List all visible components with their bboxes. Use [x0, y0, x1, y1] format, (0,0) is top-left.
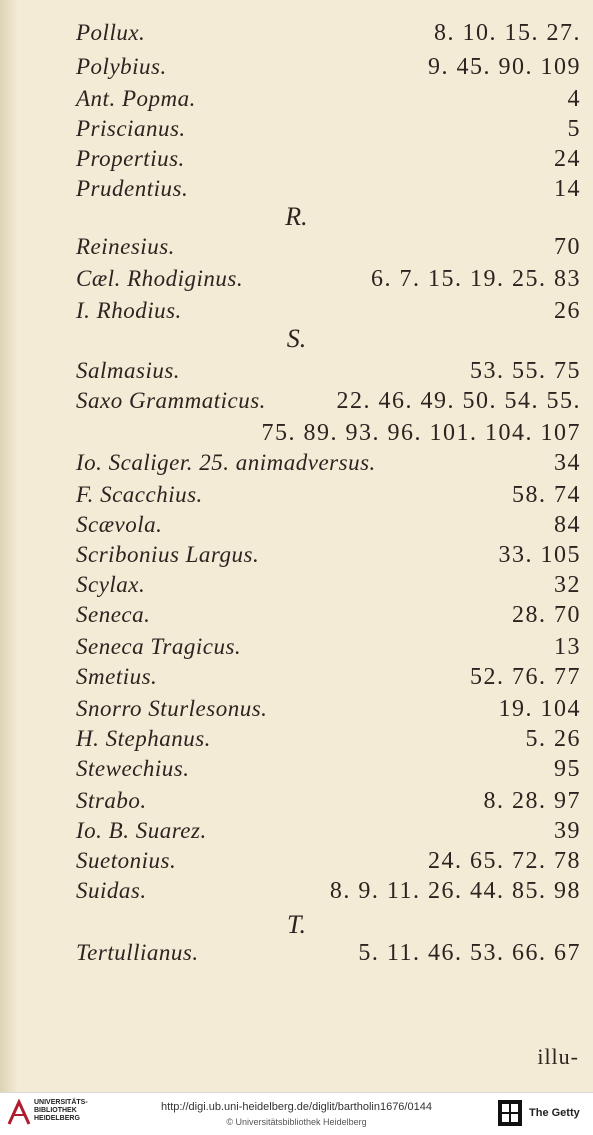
entry-pages: 39	[554, 818, 581, 844]
index-entry	[0, 540, 593, 574]
entry-pages: 5	[567, 116, 581, 142]
index-entry	[0, 754, 593, 788]
entry-pages: 13	[554, 634, 581, 660]
entry-pages: 28. 70	[512, 602, 581, 628]
entry-name: Ant. Popma.	[76, 86, 196, 111]
entry-pages: 22. 46. 49. 50. 54. 55.	[336, 388, 581, 414]
entry-pages: 52. 76. 77	[470, 664, 581, 690]
entry-name: Salmasius.	[76, 358, 181, 383]
index-entry	[0, 52, 593, 86]
entry-name: Smetius.	[76, 664, 158, 689]
index-entry	[0, 114, 593, 148]
library-name: UNIVERSITÄTS- BIBLIOTHEK HEIDELBERG	[34, 1099, 88, 1122]
index-entry	[0, 144, 593, 178]
entry-pages: 9. 45. 90. 109	[428, 54, 581, 80]
entry-name: Cæl. Rhodiginus.	[76, 266, 244, 291]
entry-pages: 32	[554, 572, 581, 598]
entry-pages: 70	[554, 234, 581, 260]
index-entry	[0, 232, 593, 266]
permalink-url[interactable]: http://digi.ub.uni-heidelberg.de/diglit/bartholin1676/0144	[161, 1101, 432, 1113]
entry-pages: 26	[554, 298, 581, 324]
index-entry	[0, 264, 593, 298]
catchword: illu-	[537, 1044, 579, 1069]
index-entry	[0, 510, 593, 544]
entry-pages: 5. 26	[525, 726, 581, 752]
index-entry	[0, 448, 593, 482]
entry-pages: 58. 74	[512, 482, 581, 508]
index-entry	[0, 356, 593, 390]
entry-pages: 14	[554, 176, 581, 202]
entry-name: Tertullianus.	[76, 940, 199, 965]
entry-pages: 6. 7. 15. 19. 25. 83	[371, 266, 581, 292]
entry-pages: 84	[554, 512, 581, 538]
entry-pages: 8. 28. 97	[483, 788, 581, 814]
entry-name: F. Scacchius.	[76, 482, 203, 507]
index-entry	[0, 846, 593, 880]
entry-name: I. Rhodius.	[76, 298, 182, 323]
entry-pages: 4	[567, 86, 581, 112]
index-entry	[0, 18, 593, 52]
entry-pages: 5. 11. 46. 53. 66. 67	[358, 940, 581, 966]
index-entry	[0, 84, 593, 118]
index-entry	[0, 418, 593, 452]
entry-pages: 24	[554, 146, 581, 172]
entry-name: Pollux.	[76, 20, 146, 45]
index-entry	[0, 480, 593, 514]
entry-name: Prudentius.	[76, 176, 189, 201]
index-entry	[0, 632, 593, 666]
index-entry	[0, 386, 593, 420]
copyright-notice: © Universitätsbibliothek Heidelberg	[226, 1117, 367, 1127]
entry-pages: 8. 10. 15. 27.	[434, 20, 581, 46]
index-entry	[0, 724, 593, 758]
partner-name: The Getty	[529, 1107, 580, 1119]
entry-pages: 53. 55. 75	[470, 358, 581, 384]
entry-name: Seneca Tragicus.	[76, 634, 242, 659]
entry-name: Stewechius.	[76, 756, 190, 781]
entry-name: Reinesius.	[76, 234, 175, 259]
entry-name: Io. Scaliger. 25. animadversus.	[76, 450, 376, 475]
entry-name: Suidas.	[76, 878, 147, 903]
entry-name: Scævola.	[76, 512, 163, 537]
entry-name: Strabo.	[76, 788, 147, 813]
index-entry	[0, 876, 593, 910]
entry-name: Polybius.	[76, 54, 167, 79]
getty-logo-icon	[497, 1099, 523, 1127]
section-heading-s: S.	[286, 324, 307, 353]
entry-name: Scribonius Largus.	[76, 542, 260, 567]
index-entry	[0, 786, 593, 820]
entry-pages: 75. 89. 93. 96. 101. 104. 107	[261, 420, 581, 446]
section-heading-r: R.	[285, 202, 308, 231]
entry-pages: 19. 104	[498, 696, 581, 722]
entry-name: Suetonius.	[76, 848, 177, 873]
entry-name: Scylax.	[76, 572, 146, 597]
section-heading-t: T.	[286, 910, 307, 939]
entry-pages: 24. 65. 72. 78	[428, 848, 581, 874]
index-entry	[0, 938, 593, 972]
entry-pages: 33. 105	[498, 542, 581, 568]
entry-name: Saxo Grammaticus.	[76, 388, 266, 413]
entry-name: Io. B. Suarez.	[76, 818, 207, 843]
viewer-footer	[0, 1092, 593, 1135]
entry-pages: 34	[554, 450, 581, 476]
index-entry	[0, 694, 593, 728]
entry-pages: 95	[554, 756, 581, 782]
index-entry	[0, 816, 593, 850]
entry-name: Seneca.	[76, 602, 151, 627]
index-entry	[0, 600, 593, 634]
entry-name: Priscianus.	[76, 116, 186, 141]
entry-name: Propertius.	[76, 146, 185, 171]
index-entry	[0, 570, 593, 604]
index-entry	[0, 662, 593, 696]
entry-name: Snorro Sturlesonus.	[76, 696, 268, 721]
entry-pages: 8. 9. 11. 26. 44. 85. 98	[329, 878, 581, 904]
entry-name: H. Stephanus.	[76, 726, 211, 751]
